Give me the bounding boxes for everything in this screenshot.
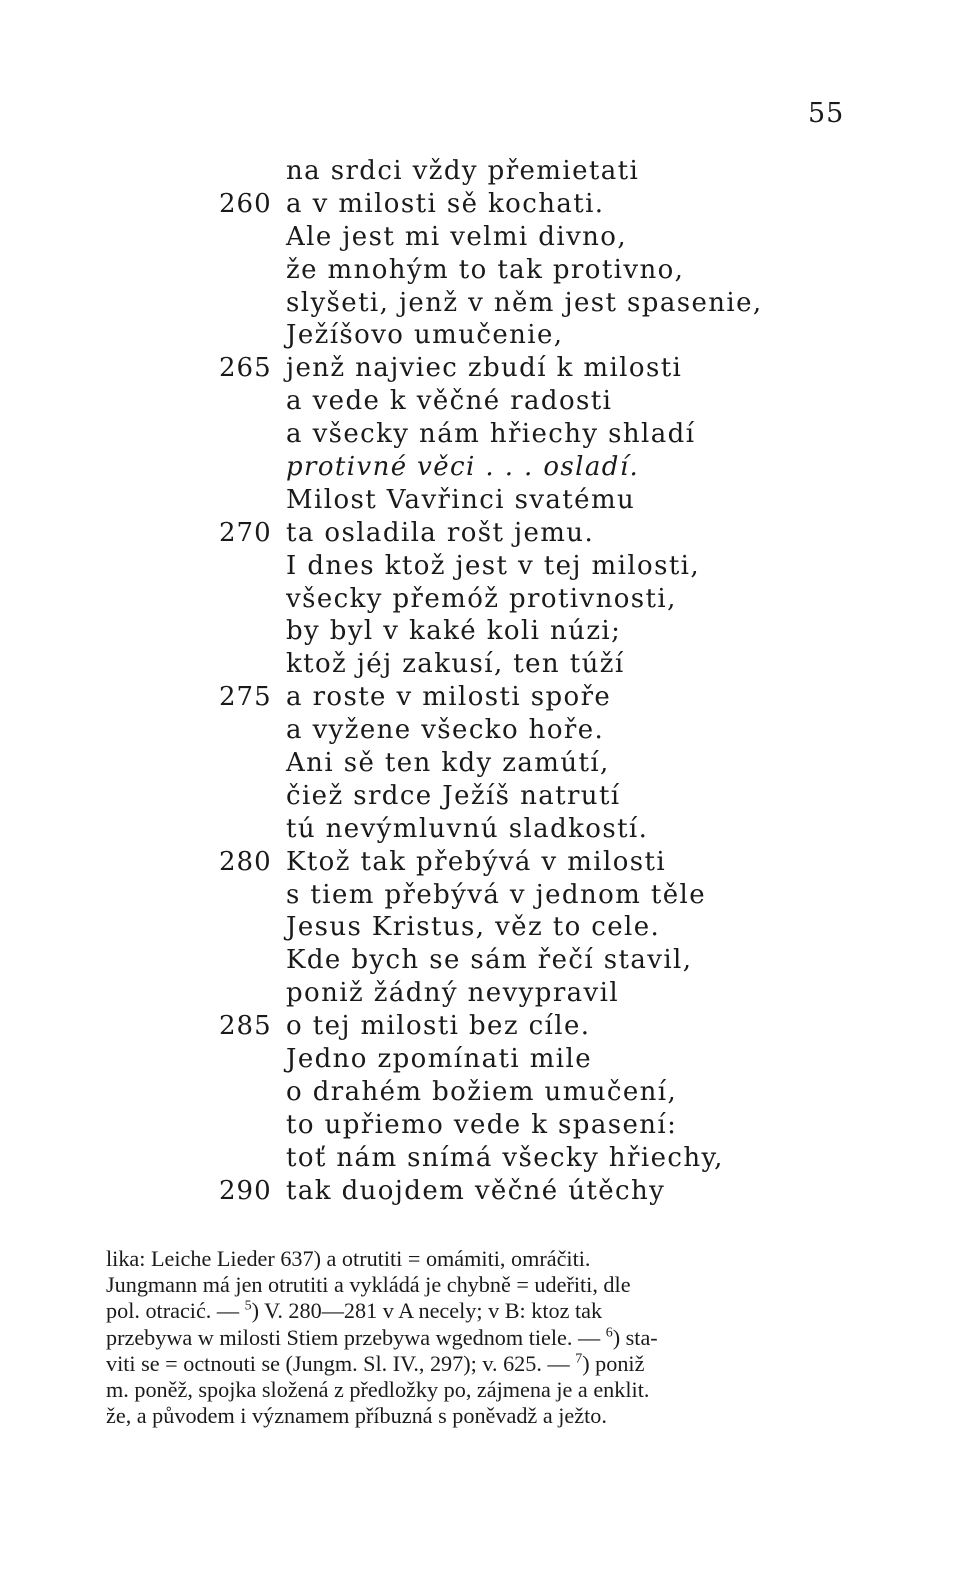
footnote-text: viti se = octnouti se (Jungm. Sl. IV., 297); v. 625. — xyxy=(106,1350,570,1376)
poem-line xyxy=(0,551,960,584)
line-number: 260 xyxy=(219,188,272,219)
poem-line xyxy=(0,814,960,847)
footnote-line: m. poněž, spojka složená z předložky po, zájmena je a enklit. xyxy=(106,1376,650,1402)
poem-line xyxy=(0,485,960,518)
verse-text: toť nám snímá všecky hřiechy, xyxy=(286,1142,724,1173)
poem-line xyxy=(0,222,960,255)
verse-text: Ani sě ten kdy zamútí, xyxy=(286,748,610,779)
footnotes xyxy=(106,1246,842,1429)
verse-text: a vede k věčné radosti xyxy=(286,386,613,417)
poem xyxy=(0,156,960,1209)
poem-line xyxy=(0,616,960,649)
poem-line xyxy=(0,255,960,288)
verse-text: o drahém božiem umučení, xyxy=(286,1076,678,1107)
line-number: 275 xyxy=(219,682,272,713)
line-number: 290 xyxy=(219,1175,272,1206)
verse-text: a všecky nám hřiechy shladí xyxy=(286,419,696,450)
poem-line xyxy=(0,748,960,781)
poem-line xyxy=(0,320,960,353)
verse-text: všecky přemóž protivnosti, xyxy=(286,583,677,614)
verse-text: I dnes ktož jest v tej milosti, xyxy=(286,550,701,581)
verse-text: Milost Vavřinci svatému xyxy=(286,484,636,515)
verse-text-italic: protivné věci . . . osladí. xyxy=(286,452,640,483)
footnote-line xyxy=(106,1325,842,1351)
line-number: 285 xyxy=(219,1011,272,1042)
footnote-line: lika: Leiche Lieder 637) a otrutiti = omámiti, omráčiti. xyxy=(106,1246,591,1271)
poem-line xyxy=(0,912,960,945)
page-number: 55 xyxy=(808,98,845,129)
poem-line xyxy=(0,189,960,222)
verse-text: slyšeti, jenž v něm jest spasenie, xyxy=(286,287,763,318)
verse-text: tú nevýmluvnú sladkostí. xyxy=(286,813,649,844)
footnote-text: pol. otracić. — xyxy=(106,1298,240,1324)
verse-text: tak duojdem věčné útěchy xyxy=(286,1175,666,1206)
verse-text: to upřiemo vede k spasení: xyxy=(286,1109,678,1140)
line-number: 270 xyxy=(219,517,272,548)
verse-text: poniž žádný nevypravil xyxy=(286,978,620,1009)
verse-text: čiež srdce Ježíš natrutí xyxy=(286,780,621,811)
verse-text: Jesus Kristus, věz to cele. xyxy=(286,912,661,943)
poem-line xyxy=(0,880,960,913)
poem-line xyxy=(0,1143,960,1176)
poem-line xyxy=(0,945,960,978)
line-number: 280 xyxy=(219,846,272,877)
footnote-text: ) poniž xyxy=(582,1350,645,1376)
verse-text: ktož jéj zakusí, ten túží xyxy=(286,649,625,680)
poem-line xyxy=(0,978,960,1011)
poem-line xyxy=(0,1044,960,1077)
verse-text: Kde bych se sám řečí stavil, xyxy=(286,945,693,976)
poem-line xyxy=(0,1077,960,1110)
verse-text: ta osladila rošt jemu. xyxy=(286,517,595,548)
verse-text: a roste v milosti spoře xyxy=(286,682,612,713)
verse-text: na srdci vždy přemietati xyxy=(286,156,640,186)
poem-line xyxy=(0,847,960,880)
verse-text: Jedno zpomínati mile xyxy=(286,1044,593,1075)
poem-line xyxy=(0,353,960,386)
verse-text: že mnohým to tak protivno, xyxy=(286,254,685,285)
line-number: 265 xyxy=(219,353,272,384)
verse-text: Ale jest mi velmi divno, xyxy=(286,221,628,252)
poem-line xyxy=(0,715,960,748)
poem-line xyxy=(0,518,960,551)
footnote-line xyxy=(106,1298,842,1324)
poem-line xyxy=(0,682,960,715)
verse-text: Ktož tak přebývá v milosti xyxy=(286,846,667,877)
poem-line xyxy=(0,386,960,419)
footnote-line: Jungmann má jen otrutiti a vykládá je chybně = udeřiti, dle xyxy=(106,1272,631,1298)
poem-line xyxy=(0,156,960,189)
poem-line xyxy=(0,584,960,617)
poem-line xyxy=(0,1110,960,1143)
footnote-marker: 5 xyxy=(244,1298,252,1314)
verse-text: s tiem přebývá v jednom těle xyxy=(286,879,707,910)
poem-line xyxy=(0,781,960,814)
verse-text: Ježíšovo umučenie, xyxy=(286,320,564,351)
poem-line xyxy=(0,419,960,452)
verse-text: by byl v kaké koli núzi; xyxy=(286,616,622,647)
poem-line xyxy=(0,288,960,321)
verse-text: a v milosti sě kochati. xyxy=(286,188,605,219)
footnote-text: ) V. 280—281 v A necely; v B: ktoz tak xyxy=(251,1298,603,1324)
footnote-marker: 7 xyxy=(575,1351,583,1367)
verse-text: a vyžene všecko hoře. xyxy=(286,715,605,746)
poem-line xyxy=(0,1011,960,1044)
footnote-line xyxy=(106,1351,842,1377)
poem-line xyxy=(0,452,960,485)
footnote-line: že, a původem i významem příbuzná s poněvadž a ježto. xyxy=(106,1403,607,1429)
footnote-text: ) sta- xyxy=(612,1324,658,1350)
verse-text: o tej milosti bez cíle. xyxy=(286,1011,591,1042)
verse-text: jenž najviec zbudí k milosti xyxy=(286,353,683,384)
poem-line xyxy=(0,1176,960,1209)
poem-line xyxy=(0,649,960,682)
footnote-text: przebywa w milosti Stiem przebywa wgednom tiele. — xyxy=(106,1324,601,1350)
footnote-marker: 6 xyxy=(605,1325,613,1341)
